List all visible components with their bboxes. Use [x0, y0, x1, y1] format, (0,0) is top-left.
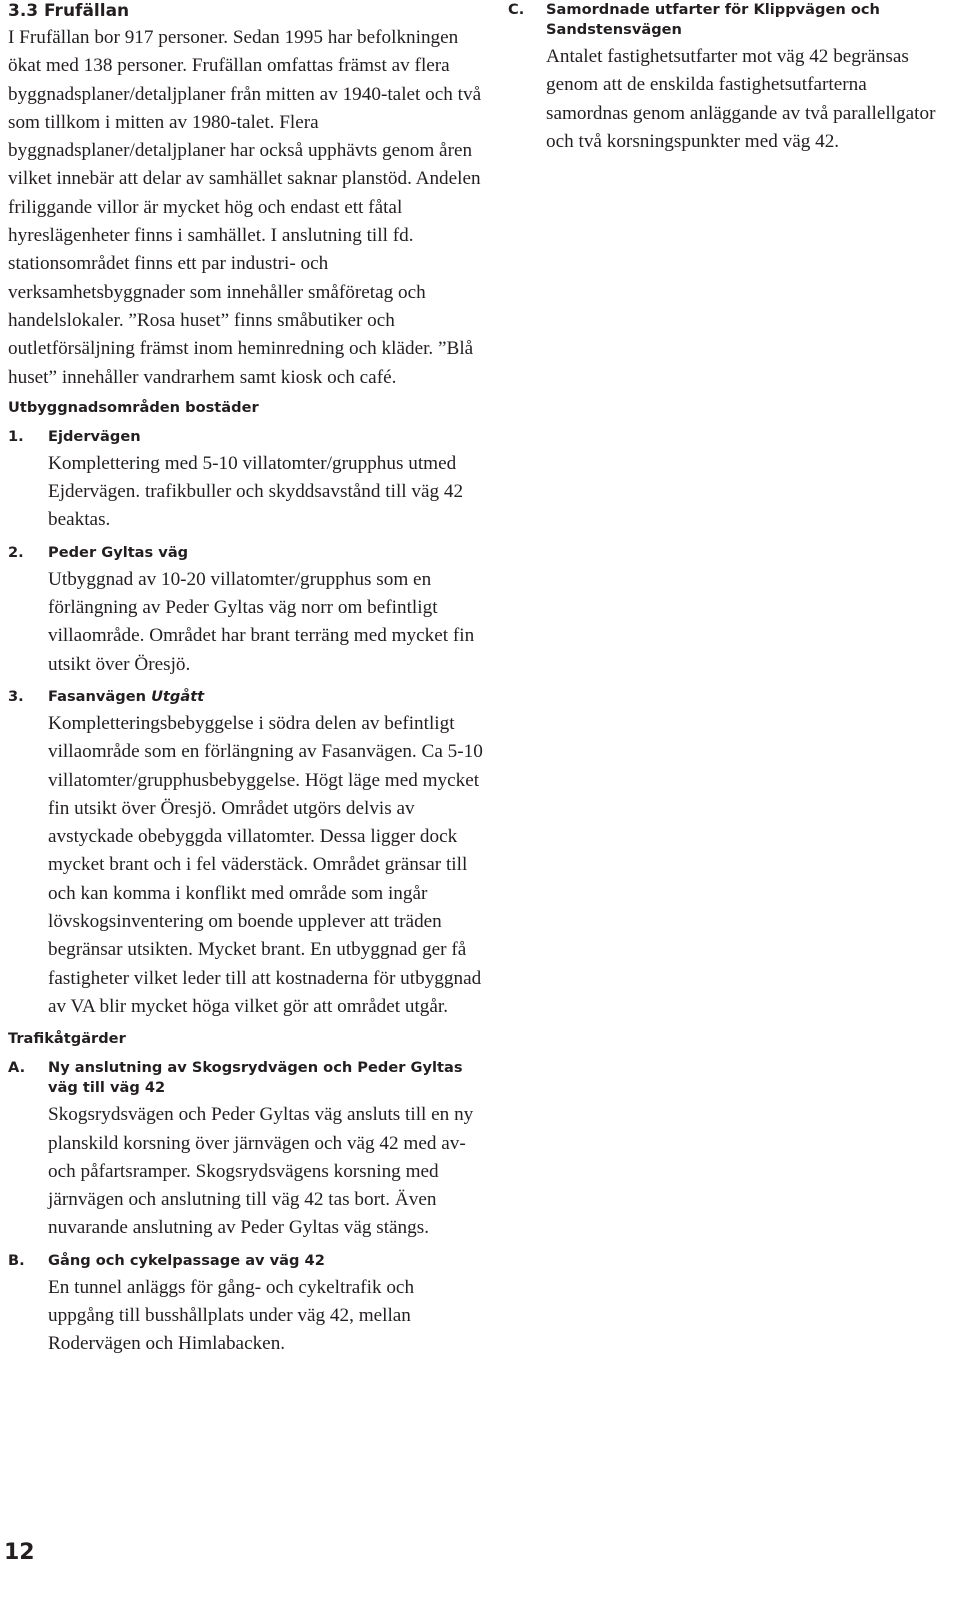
housing-item-marker: 1.	[8, 427, 24, 445]
housing-item-title	[48, 687, 483, 707]
left-column	[8, 0, 483, 1359]
traffic-item-body: Skogsrydsvägen och Peder Gyltas väg ansluts till en ny planskild korsning över järnvägen och väg 42 med av- och påfartsramper. Skogsrydsvägens korsning med järnvägen och anslutning till väg 42 tas bort. Även nuvarande anslutning av Peder Gyltas väg stängs.	[48, 1104, 474, 1239]
section-heading: 3.3 Frufällan	[8, 1, 130, 21]
housing-item-body: Kompletteringsbebyggelse i södra delen av befintligt villaområde som en förlängning av Fasanvägen. Ca 5-10 villatomter/grupphusbebyggelse. Högt läge med mycket fin utsikt över Öresjö. Området utgörs delvis av avstyckade obebyggda villatomter. Dessa ligger dock mycket brant och i fel väderstäck. Området gränsar till och kan komma i konflikt med område som ingår lövskogsinventering om boende upplever att träden begränsar utsikten. Mycket brant. En utbyggnad ger få fastigheter vilket leder till att kostnaderna för utbyggnad av VA blir mycket höga vilket gör att området utgår.	[48, 712, 483, 1017]
housing-item-3	[8, 687, 483, 1021]
traffic-item-c	[508, 0, 953, 156]
housing-item-1	[8, 427, 483, 535]
traffic-heading: Trafikåtgärder	[8, 1030, 126, 1048]
traffic-item-marker: C.	[508, 1, 525, 18]
traffic-item-marker: B.	[8, 1251, 25, 1269]
page-number: 12	[4, 1540, 35, 1565]
traffic-item-marker: A.	[8, 1059, 26, 1077]
traffic-item-body: En tunnel anläggs för gång- och cykeltrafik och uppgång till busshållplats under väg 42, mellan Rodervägen och Himlabacken.	[48, 1276, 415, 1355]
traffic-item-title: Gång och cykelpassage av väg 42	[48, 1251, 325, 1269]
right-column	[508, 0, 953, 156]
housing-item-status: Utgått	[151, 687, 205, 705]
section-intro: I Frufällan bor 917 personer. Sedan 1995 har befolkningen ökat med 138 personer. Frufällan omfattas främst av flera byggnadsplaner/detaljplaner från mitten av 1940-talet och två som tillkom i mitten av 1980-talet. Flera byggnadsplaner/detaljplaner har också upphävts genom åren vilket innebär att delar av samhället saknar planstöd. Andelen friliggande villor är mycket hög och endast ett fåtal hyreslägenheter finns i samhället. I anslutning till fd. stationsområdet finns ett par industri- och verksamhetsbyggnader som innehåller småföretag och handelslokaler. ”Rosa huset” finns småbutiker och outletförsäljning främst inom heminredning och kläder. ”Blå huset” innehåller vandrarhem samt kiosk och café.	[8, 27, 482, 388]
housing-item-marker: 3.	[8, 687, 24, 705]
traffic-item-title: Samordnade utfarter för Klippvägen och Sandstensvägen	[546, 1, 880, 38]
housing-item-marker: 2.	[8, 543, 24, 561]
traffic-item-b	[8, 1251, 483, 1359]
housing-item-title: Ejdervägen	[48, 427, 141, 445]
housing-item-title-text: Fasanvägen	[48, 687, 146, 705]
housing-item-title: Peder Gyltas väg	[48, 543, 189, 561]
housing-item-body: Komplettering med 5-10 villatomter/grupphus utmed Ejdervägen. trafikbuller och skyddsavstånd till väg 42 beaktas.	[48, 452, 464, 531]
housing-heading: Utbyggnadsområden bostäder	[8, 398, 259, 416]
traffic-item-title: Ny anslutning av Skogsrydvägen och Peder Gyltas väg till väg 42	[48, 1059, 463, 1097]
traffic-item-a	[8, 1058, 483, 1242]
traffic-item-body: Antalet fastighetsutfarter mot väg 42 begränsas genom att de enskilda fastighetsutfarterna samordnas genom anläggande av två parallellgator och två korsningspunkter med väg 42.	[546, 46, 936, 152]
housing-item-2	[8, 543, 483, 679]
housing-item-body: Utbyggnad av 10-20 villatomter/grupphus som en förlängning av Peder Gyltas väg norr om befintligt villaområde. Området har brant terräng med mycket fin utsikt över Öresjö.	[48, 568, 475, 675]
